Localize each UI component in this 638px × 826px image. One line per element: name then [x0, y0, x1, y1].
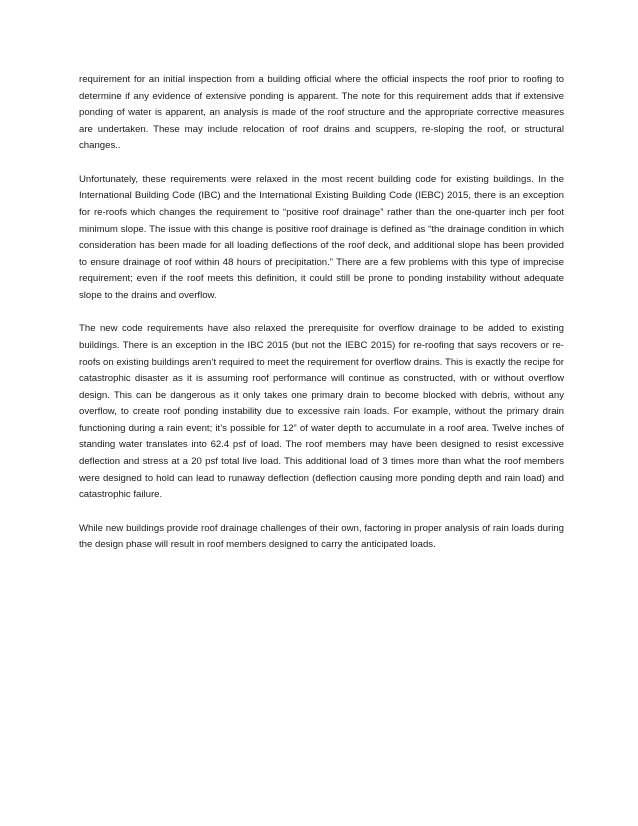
paragraph-inspection-requirement: requirement for an initial inspection from a building official where the official inspects the roof prior to roofing to determine if any evidence of extensive ponding is apparent. The note for this requirement adds that if extensive ponding of water is apparent, an analysis is made of the roof structure and the appropriate corrective measures are undertaken. These may include relocation of roof drains and scuppers, re-sloping the roof, or structural changes..: [79, 74, 564, 152]
paragraph-overflow-drainage: The new code requirements have also relaxed the prerequisite for overflow drainage to be added to existing buildings. There is an exception in the IBC 2015 (but not the IEBC 2015) for re-roofing that says recovers or re-roofs on existing buildings aren’t required to meet the requirement for overflow drains. This is exactly the recipe for catastrophic disaster as it is assuming roof performance will continue as constructed, with or without overflow design. This can be dangerous as it only takes one primary drain to become blocked with debris, without any overflow, to create roof ponding instability due to excessive rain loads. For example, without the primary drain functioning during a rain event; it’s possible for 12” of water depth to accumulate in a roof area. Twelve inches of standing water translates into 62.4 psf of load. The roof members may have been designed to resist excessive deflection and stress at a 20 psf total live load. This additional load of 3 times more than what the roof members were designed to hold can lead to runaway deflection (deflection causing more ponding depth and rain load) and catastrophic failure.: [79, 323, 564, 501]
paragraph-relaxed-requirements: Unfortunately, these requirements were relaxed in the most recent building code for existing buildings. In the International Building Code (IBC) and the International Existing Building Code (IEBC) 2015, there is an exception for re-roofs which changes the requirement to “positive roof drainage” rather than the one-quarter inch per foot minimum slope. The issue with this change is positive roof drainage is defined as “the drainage condition in which consideration has been made for all loading deflections of the roof deck, and additional slope has been provided to ensure drainage of roof within 48 hours of precipitation.” There are a few problems with this type of imprecise requirement; even if the roof meets this definition, it could still be prone to ponding instability without adequate slope to the drains and overflow.: [79, 173, 564, 301]
document-body: [79, 72, 564, 571]
paragraph-new-buildings: While new buildings provide roof drainage challenges of their own, factoring in proper analysis of rain loads during the design phase will result in roof members designed to carry the anticipated loads.: [79, 522, 564, 551]
